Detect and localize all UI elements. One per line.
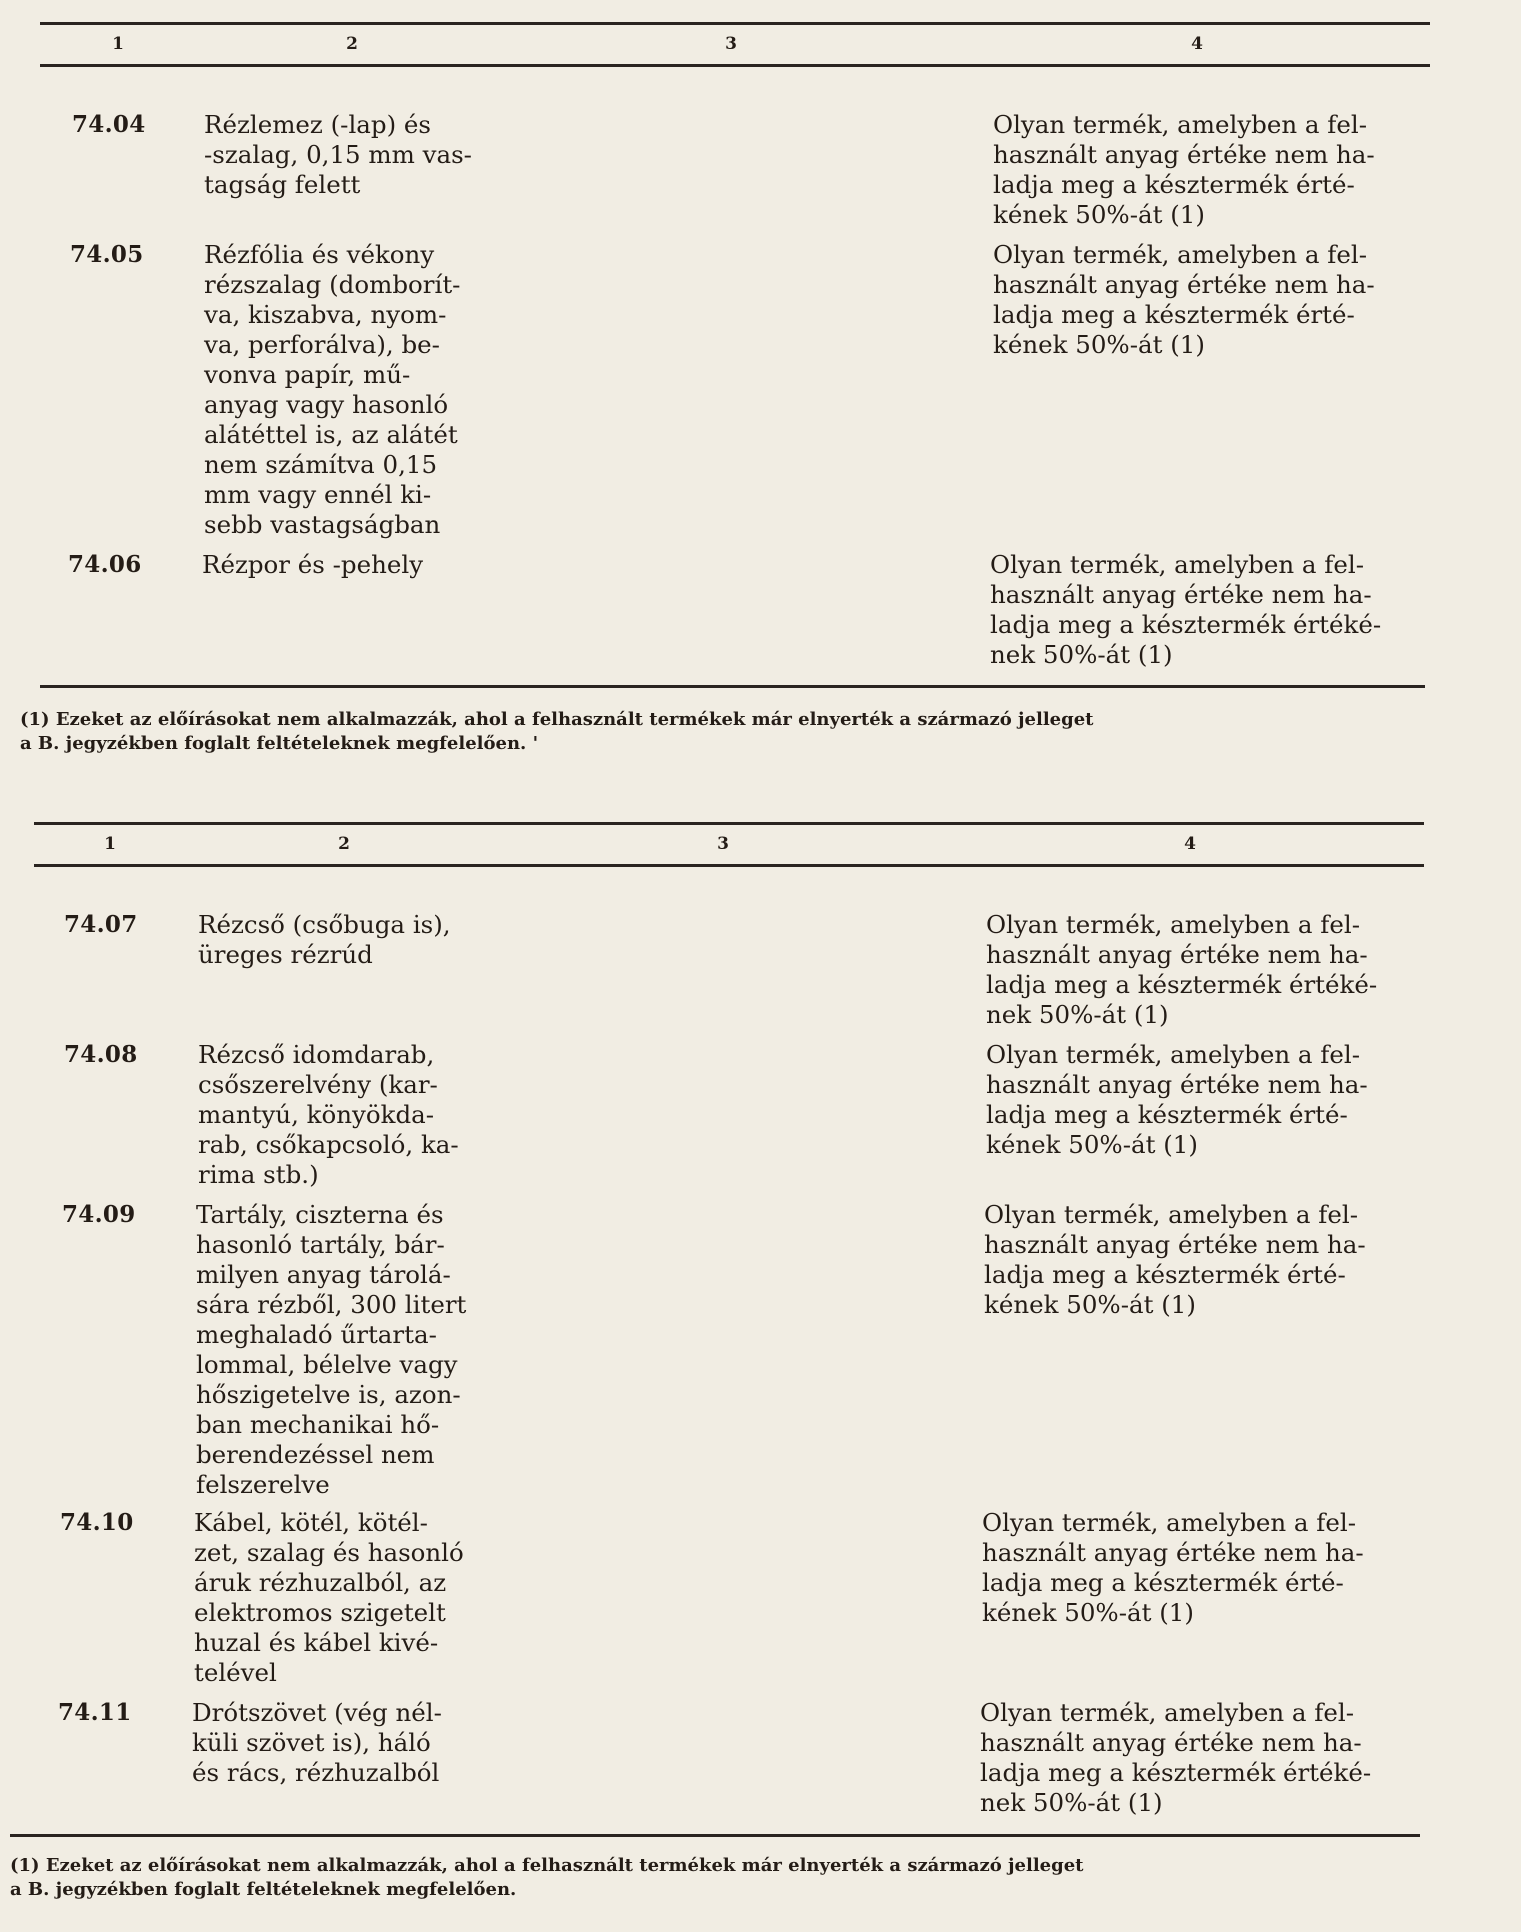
row-code: 74.11 bbox=[58, 1699, 132, 1726]
row-condition: Olyan termék, amelyben a fel- használt anyag értéke nem ha- ladja meg a késztermék érté- kének 50%-át (1) bbox=[993, 110, 1375, 229]
table2-top-rule bbox=[34, 822, 1424, 825]
row-description: Rézlemez (-lap) és -szalag, 0,15 mm vas- tagság felett bbox=[204, 110, 472, 199]
table1-top-rule bbox=[40, 22, 1430, 25]
table1-header-col4: 4 bbox=[1191, 34, 1203, 54]
row-condition: Olyan termék, amelyben a fel- használt anyag értéke nem ha- ladja meg a késztermék érté- kének 50%-át (1) bbox=[986, 1040, 1368, 1159]
table2-header-col3: 3 bbox=[717, 834, 729, 854]
row-code: 74.04 bbox=[72, 111, 146, 138]
row-condition: Olyan termék, amelyben a fel- használt anyag értéke nem ha- ladja meg a késztermék érté- kének 50%-át (1) bbox=[982, 1508, 1364, 1627]
row-condition: Olyan termék, amelyben a fel- használt anyag értéke nem ha- ladja meg a késztermék érté- kének 50%-át (1) bbox=[993, 240, 1375, 359]
table1-header-col1: 1 bbox=[112, 34, 124, 54]
row-code: 74.05 bbox=[70, 241, 144, 268]
table1-header-rule bbox=[40, 64, 1430, 67]
row-condition: Olyan termék, amelyben a fel- használt anyag értéke nem ha- ladja meg a késztermék értéké- nek 50%-át (1) bbox=[980, 1698, 1372, 1817]
table1-header-col2: 2 bbox=[346, 34, 358, 54]
row-description: Kábel, kötél, kötél- zet, szalag és hasonló áruk rézhuzalból, az elektromos szigetelt huzal és kábel kivé- telével bbox=[194, 1508, 464, 1687]
row-code: 74.09 bbox=[62, 1201, 136, 1228]
row-condition: Olyan termék, amelyben a fel- használt anyag értéke nem ha- ladja meg a késztermék értéké- nek 50%-át (1) bbox=[990, 550, 1382, 669]
row-description: Rézfólia és vékony rézszalag (domborít- va, kiszabva, nyom- va, perforálva), be- vonva papír, mű- anyag vagy hasonló alátéttel is, az alátét nem számítva 0,15 mm vagy ennél ki- sebb vastagságban bbox=[204, 240, 461, 539]
table2-header-col2: 2 bbox=[338, 834, 350, 854]
table2-bottom-rule bbox=[10, 1834, 1420, 1837]
row-code: 74.10 bbox=[60, 1509, 134, 1536]
row-code: 74.08 bbox=[64, 1041, 138, 1068]
row-description: Drótszövet (vég nél- küli szövet is), háló és rács, rézhuzalból bbox=[192, 1698, 442, 1787]
table1-bottom-rule bbox=[40, 685, 1425, 688]
row-description: Rézcső (csőbuga is), üreges rézrúd bbox=[198, 910, 451, 969]
row-condition: Olyan termék, amelyben a fel- használt anyag értéke nem ha- ladja meg a késztermék érté- kének 50%-át (1) bbox=[984, 1200, 1366, 1319]
table2-header-col1: 1 bbox=[104, 834, 116, 854]
row-description: Tartály, ciszterna és hasonló tartály, bár- milyen anyag tárolá- sára rézből, 300 litert meghaladó űrtarta- lommal, bélelve vagy hőszigetelve is, azon- ban mechanikai hő- berendezéssel nem felszerelve bbox=[196, 1200, 467, 1499]
table2-header-rule bbox=[34, 864, 1424, 867]
table2-header-col4: 4 bbox=[1184, 834, 1196, 854]
row-code: 74.06 bbox=[68, 551, 142, 578]
row-description: Rézcső idomdarab, csőszerelvény (kar- mantyú, könyökda- rab, csőkapcsoló, ka- rima stb.) bbox=[198, 1040, 459, 1189]
table1-footnote: (1) Ezeket az előírásokat nem alkalmazzák, ahol a felhasznált termékek már elnyerték a származó jelleget a B. jegyzékben foglalt feltételeknek megfelelően. ' bbox=[20, 709, 1094, 754]
table1-header-col3: 3 bbox=[725, 34, 737, 54]
row-condition: Olyan termék, amelyben a fel- használt anyag értéke nem ha- ladja meg a késztermék értéké- nek 50%-át (1) bbox=[986, 910, 1378, 1029]
table2-footnote: (1) Ezeket az előírásokat nem alkalmazzák, ahol a felhasznált termékek már elnyerték a származó jelleget a B. jegyzékben foglalt feltételeknek megfelelően. bbox=[10, 1855, 1084, 1900]
row-code: 74.07 bbox=[64, 911, 138, 938]
row-description: Rézpor és -pehely bbox=[202, 550, 424, 579]
